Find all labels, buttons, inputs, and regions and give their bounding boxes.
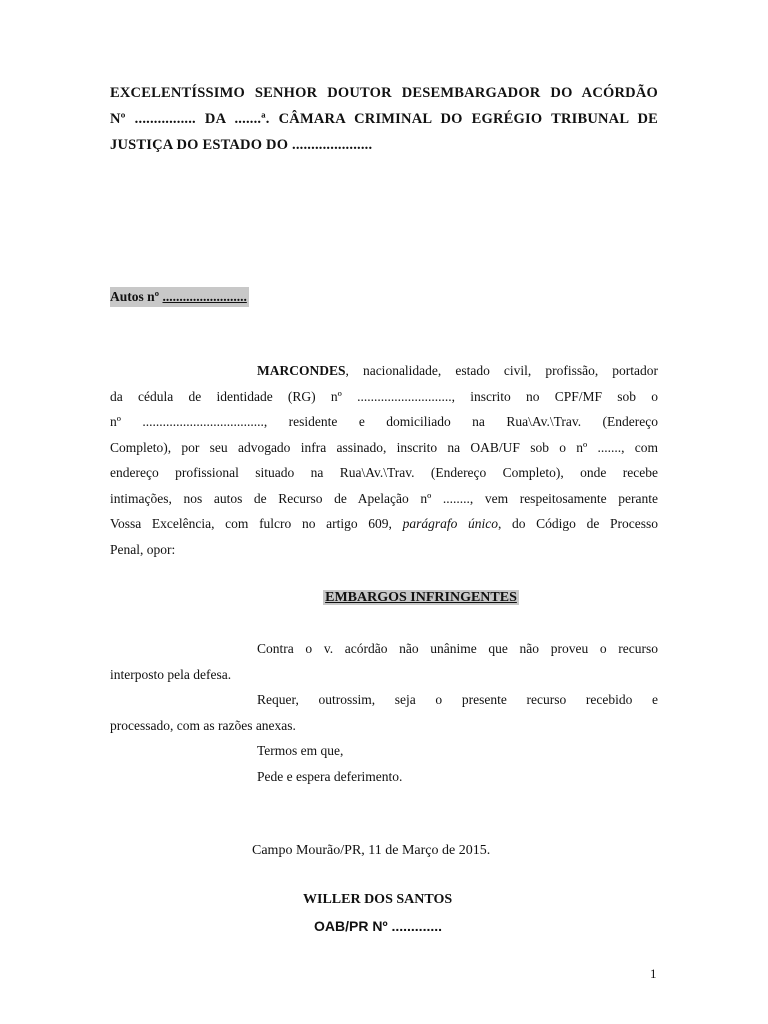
petition-line-7-start: Vossa Excelência, com fulcro no artigo 609,: [110, 516, 403, 531]
petition-line-7: [110, 511, 658, 537]
closing-p2-line-2: processado, com as razões anexas.: [110, 717, 296, 733]
petition-line-1-text: , nacionalidade, estado civil, profissão, portador: [345, 363, 658, 378]
petition-line-6: intimações, nos autos de Recurso de Apelação nº ........, vem respeitosamente perante: [110, 490, 658, 506]
closing-p1-line-1: Contra o v. acórdão não unânime que não proveu o recurso: [257, 641, 658, 656]
case-number-label: Autos nº: [110, 289, 160, 304]
signer-name: WILLER DOS SANTOS: [303, 892, 453, 907]
petition-line-1: [110, 358, 658, 384]
page-number: 1: [650, 966, 657, 981]
petition-line-7-italic: parágrafo único: [402, 516, 498, 531]
closing-p3: Termos em que,: [257, 743, 344, 758]
petition-line-3: nº ...................................., residente e domiciliado na Rua\Av.\Trav. (Endereço: [110, 414, 658, 429]
petition-line-7-end: , do Código de Processo: [497, 516, 658, 531]
signer-oab: OAB/PR Nº .............: [314, 918, 443, 934]
addressee-line-3: JUSTIÇA DO ESTADO DO .....................: [110, 137, 373, 153]
petition-line-2: da cédula de identidade (RG) nº ............................, inscrito no CPF/MF sob o: [110, 388, 658, 404]
section-title: [0, 588, 768, 608]
addressee-heading: [110, 80, 658, 158]
closing-paragraphs: [110, 636, 658, 789]
petition-line-5: endereço profissional situado na Rua\Av.\Trav. (Endereço Completo), onde recebe: [110, 465, 658, 480]
petition-paragraph: [110, 358, 658, 562]
date-place: Campo Mourão/PR, 11 de Março de 2015.: [252, 843, 491, 858]
case-number: [110, 287, 249, 307]
closing-p1-line-2: interposto pela defesa.: [110, 666, 232, 682]
case-number-value: .........................: [162, 289, 247, 304]
closing-p2-line-1: Requer, outrossim, seja o presente recurso recebido e: [257, 692, 658, 707]
petition-line-4: Completo), por seu advogado infra assinado, inscrito na OAB/UF sob o nº ......., com: [110, 439, 658, 455]
party-name: MARCONDES: [257, 363, 346, 378]
petition-line-8: Penal, opor:: [110, 541, 176, 557]
addressee-line-2: Nº ................ DA .......ª. CÂMARA CRIMINAL DO EGRÉGIO TRIBUNAL DE: [110, 111, 658, 127]
section-title-text: EMBARGOS INFRINGENTES: [325, 590, 517, 605]
addressee-line-1: EXCELENTÍSSIMO SENHOR DOUTOR DESEMBARGADOR DO ACÓRDÃO: [110, 85, 658, 101]
closing-p4: Pede e espera deferimento.: [257, 768, 403, 784]
